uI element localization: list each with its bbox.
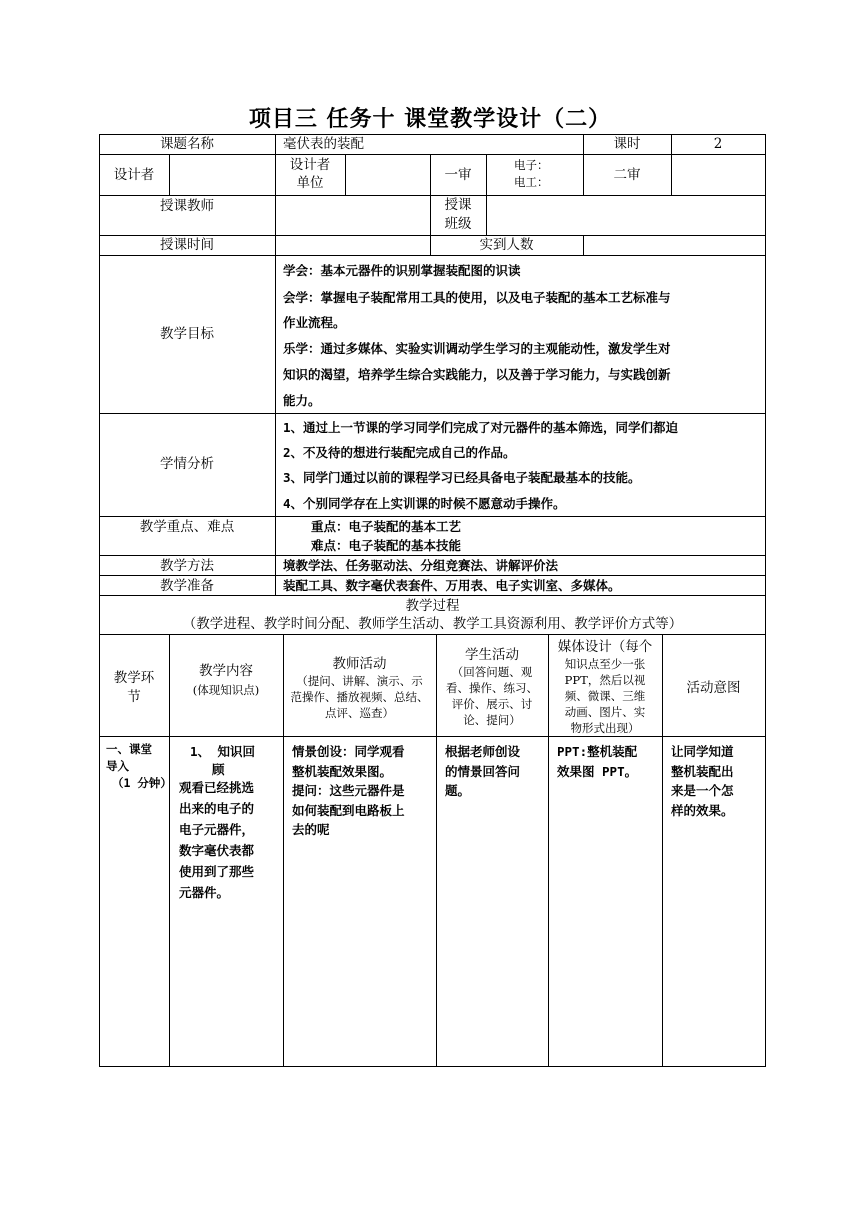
row-content-line: 1、 知识回: [190, 744, 256, 759]
goals-line: 作业流程。: [283, 315, 346, 330]
topic-label: 课题名称: [160, 136, 214, 152]
row-teacher-line: 去的呢: [292, 822, 330, 837]
col-header-content-a: 教学内容: [199, 663, 253, 679]
goals-line: 学会：基本元器件的识别掌握装配图的识读: [283, 263, 521, 278]
row-content-line: 电子元器件，: [179, 822, 255, 837]
prep-label: 教学准备: [160, 578, 214, 594]
col-header-content-b: (体现知识点): [192, 683, 260, 697]
row-content-line: 观看已经挑选: [179, 780, 255, 795]
designer-unit-label-1: 设计者: [289, 157, 331, 173]
second-review-label: 二审: [613, 167, 641, 183]
analysis-line: 2、不及待的想进行装配完成自己的作品。: [283, 445, 516, 460]
col-header-teacher-a: 教师活动: [332, 656, 387, 672]
row-media-line: PPT:整机装配: [557, 744, 638, 759]
row-intent-line: 让同学知道: [671, 744, 734, 759]
focus-label: 教学重点、难点: [139, 519, 235, 535]
electronics-label: 电子：: [514, 158, 549, 172]
row-teacher-line: 整机装配效果图。: [292, 764, 393, 779]
row-student-line: 的情景回答问: [445, 764, 521, 779]
row-stage-line: 导入: [106, 759, 129, 773]
goals-line: 会学：掌握电子装配常用工具的使用，以及电子装配的基本工艺标准与: [283, 290, 671, 305]
col-header-teacher-d: 点评、巡查）: [325, 706, 394, 720]
row-content-line: 使用到了那些: [179, 864, 255, 879]
row-student-line: 根据老师创设: [445, 744, 521, 759]
row-content-line: 出来的电子的: [179, 801, 255, 816]
row-content-line: 元器件。: [179, 885, 230, 900]
goals-label: 教学目标: [160, 326, 214, 342]
col-header-stage-a: 教学环: [113, 670, 155, 686]
row-teacher-line: 如何装配到电路板上: [292, 803, 405, 818]
analysis-line: 1、通过上一节课的学习同学们完成了对元器件的基本筛选，同学们都迫: [283, 420, 679, 435]
class-label-2: 班级: [444, 216, 472, 232]
row-stage-line: （1 分钟）: [112, 776, 172, 790]
process-title: 教学过程: [405, 598, 460, 614]
difficulty: 难点：电子装配的基本技能: [311, 538, 462, 553]
designer-label: 设计者: [113, 167, 155, 183]
key-point: 重点：电子装配的基本工艺: [311, 519, 462, 534]
col-header-media-d: 频、微课、三维: [564, 689, 646, 703]
col-header-media-b: 知识点至少一张: [564, 657, 646, 671]
col-header-student-e: 论、提问）: [463, 713, 521, 727]
prep-value: 装配工具、数字毫伏表套件、万用表、电子实训室、多媒体。: [283, 578, 621, 593]
designer-unit-label-2: 单位: [296, 175, 324, 191]
row-media-line: 效果图 PPT。: [557, 764, 638, 779]
row-content-line: 顾: [212, 762, 225, 777]
col-header-stage-b: 节: [127, 689, 141, 705]
col-header-media-a: 媒体设计（每个: [557, 639, 653, 655]
analysis-label: 学情分析: [160, 456, 214, 472]
col-header-media-c: PPT，然后以视: [564, 673, 646, 687]
process-subtitle: （教学进程、教学时间分配、教师学生活动、教学工具资源利用、教学评价方式等）: [182, 616, 683, 632]
class-label-1: 授课: [444, 197, 472, 213]
goals-line: 乐学：通过多媒体、实验实训调动学生学习的主观能动性，激发学生对: [283, 341, 671, 356]
analysis-line: 3、同学门通过以前的课程学习已经具备电子装配最基本的技能。: [283, 470, 641, 485]
row-student-line: 题。: [445, 783, 471, 798]
goals-line: 能力。: [283, 393, 321, 408]
first-review-label: 一审: [444, 167, 472, 183]
row-teacher-line: 提问：这些元器件是: [292, 783, 405, 798]
row-stage-line: 一、课堂: [106, 742, 152, 756]
page-title: 项目三 任务十 课堂教学设计（二）: [248, 107, 612, 132]
goals-line: 知识的渴望，培养学生综合实践能力，以及善于学习能力，与实践创新: [283, 367, 671, 382]
hours-label: 课时: [613, 136, 641, 152]
electrician-label: 电工：: [514, 175, 549, 189]
col-header-media-f: 物形式出现）: [570, 721, 640, 735]
attendance-label: 实到人数: [479, 237, 534, 253]
teacher-label: 授课教师: [160, 198, 214, 214]
time-label: 授课时间: [160, 237, 214, 253]
col-header-student-c: 看、操作、练习、: [446, 681, 538, 695]
col-header-teacher-b: （提问、讲解、演示、示: [296, 674, 423, 688]
row-intent-line: 样的效果。: [671, 803, 734, 818]
topic-value: 毫伏表的装配: [283, 136, 364, 152]
row-intent-line: 整机装配出: [671, 764, 734, 779]
method-label: 教学方法: [160, 558, 214, 574]
analysis-line: 4、个别同学存在上实训课的时候不愿意动手操作。: [283, 496, 566, 511]
row-content-line: 数字毫伏表都: [179, 843, 255, 858]
col-header-teacher-c: 范操作、播放视频、总结、: [290, 690, 429, 704]
col-header-media-e: 动画、图片、实: [564, 705, 646, 719]
hours-value: 2: [713, 136, 723, 152]
col-header-student-a: 学生活动: [465, 647, 519, 663]
row-intent-line: 来是一个怎: [671, 783, 734, 798]
method-value: 境教学法、任务驱动法、分组竞赛法、讲解评价法: [283, 558, 559, 573]
col-header-student-d: 评价、展示、讨: [451, 697, 533, 711]
row-teacher-line: 情景创设：同学观看: [292, 744, 405, 759]
col-header-intent: 活动意图: [686, 680, 741, 696]
col-header-student-b: （回答问题、观: [451, 665, 533, 679]
